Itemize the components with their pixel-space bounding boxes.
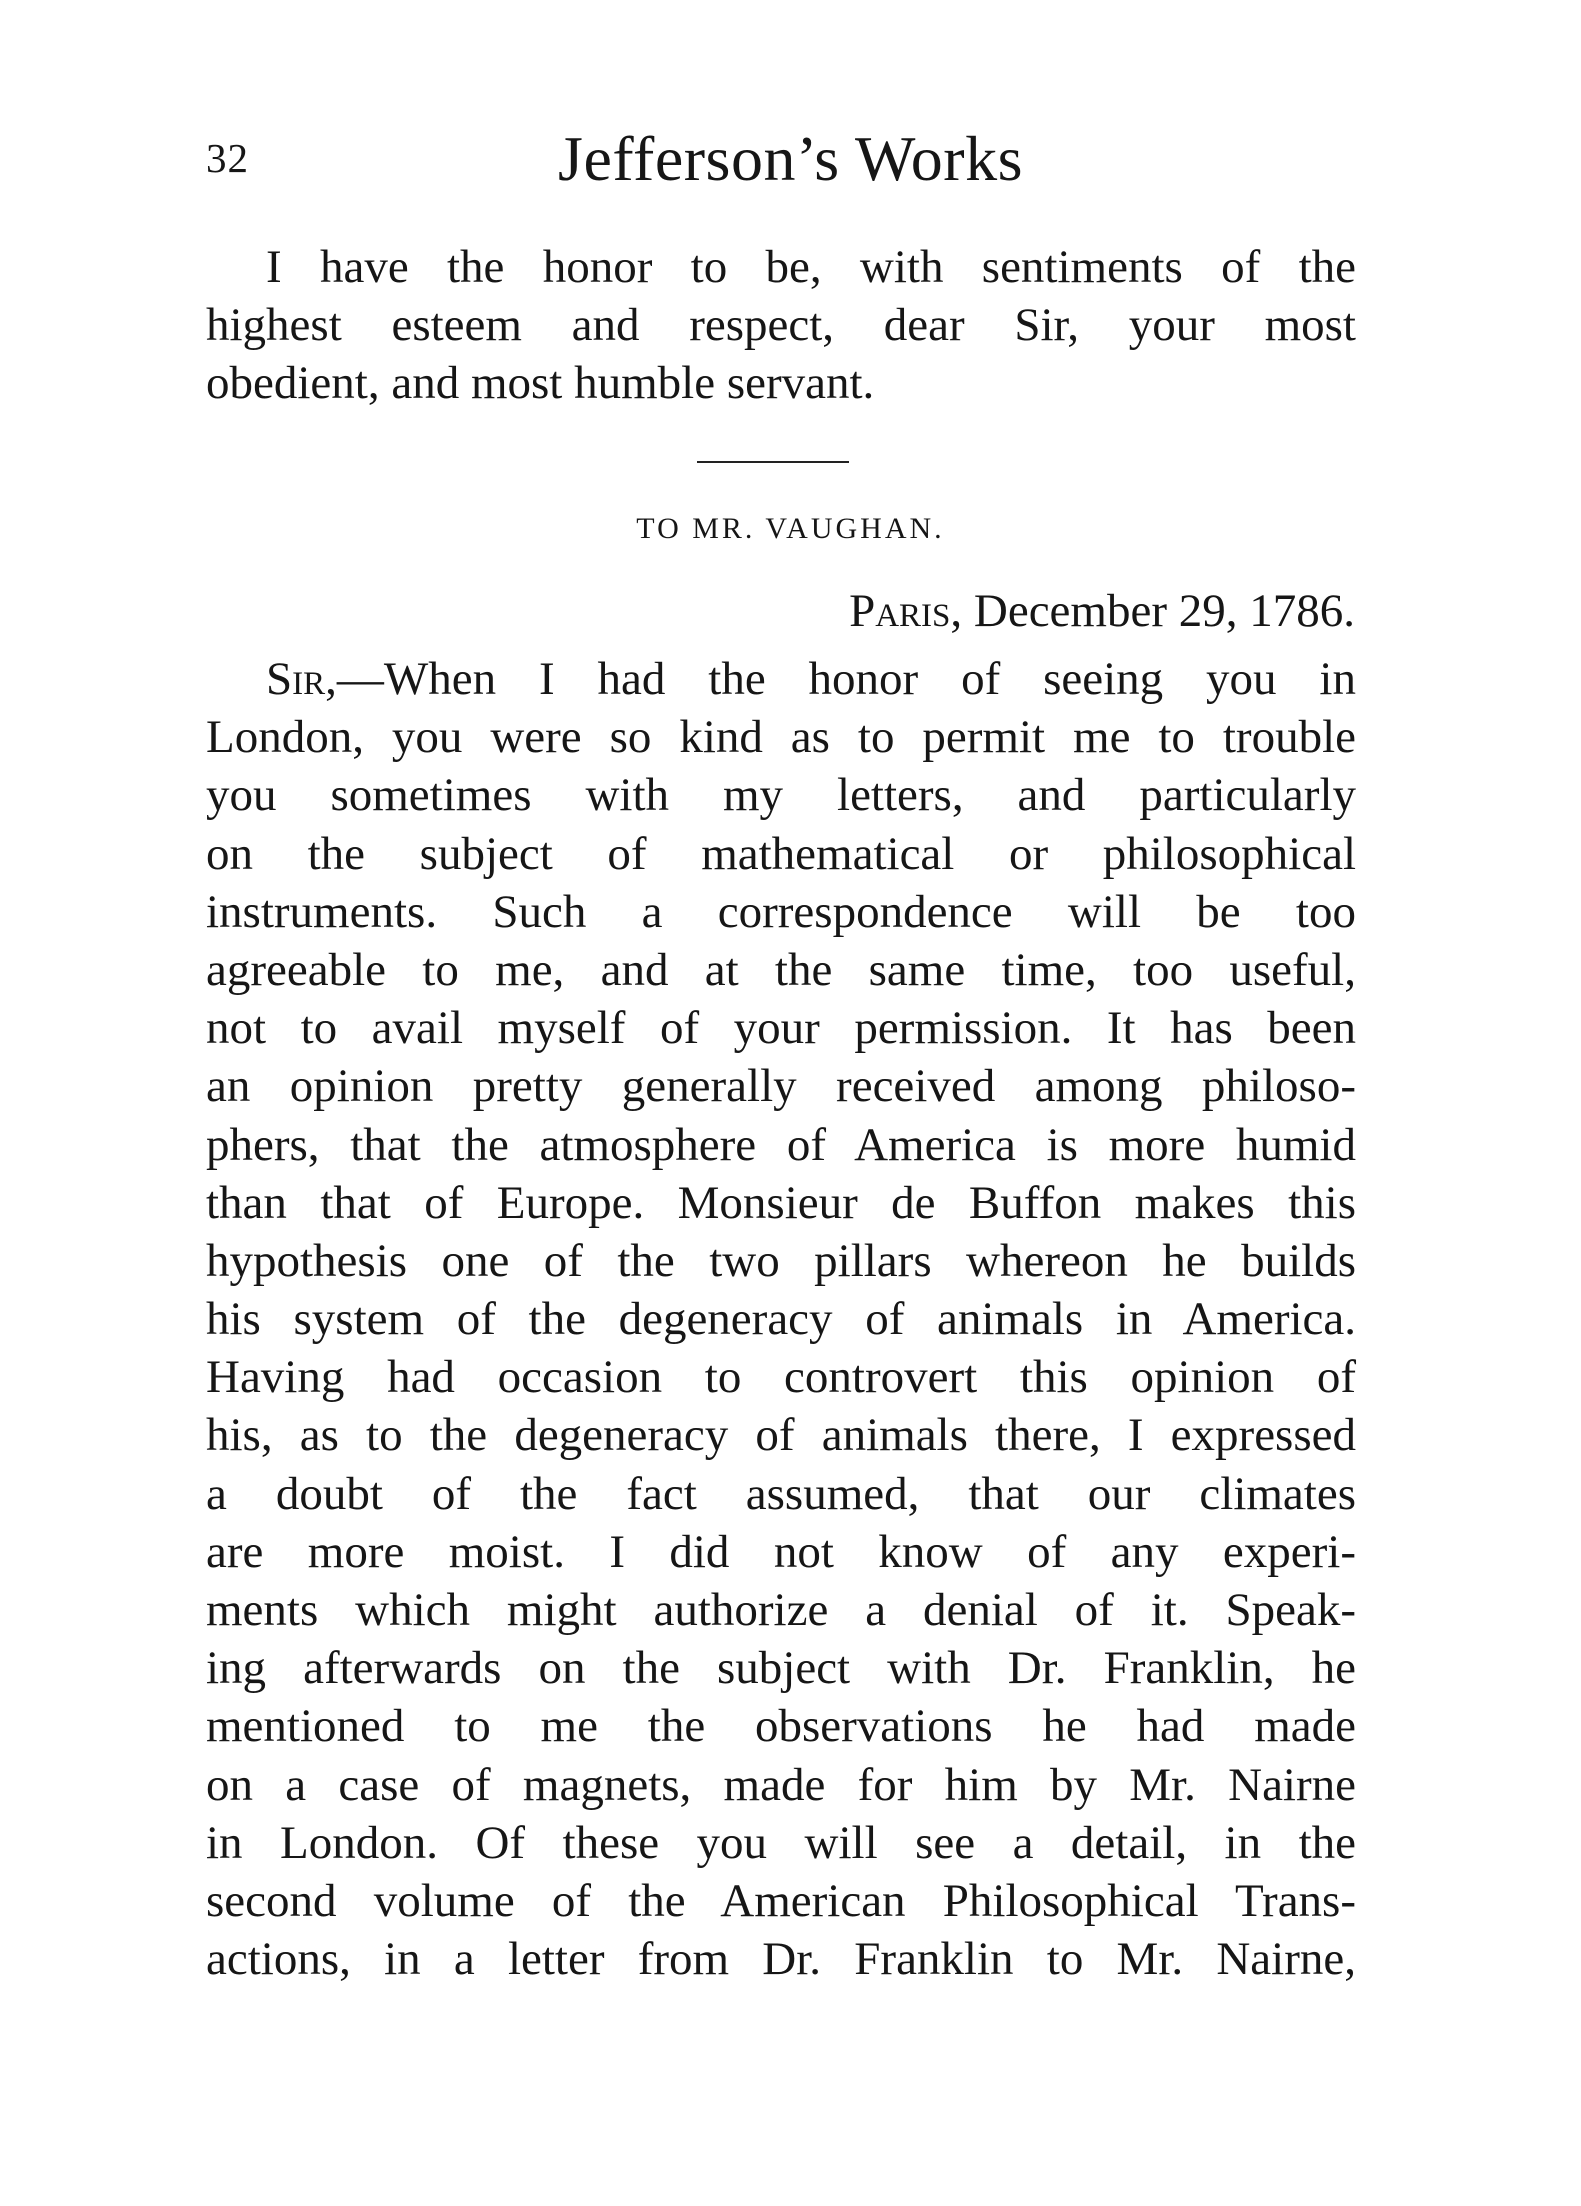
body-line: London, you were so kind as to permit me to trouble bbox=[206, 711, 1356, 764]
body-line: instruments. Such a correspondence will be too bbox=[206, 885, 1356, 938]
body-line: his system of the degeneracy of animals in America. bbox=[206, 1293, 1356, 1346]
body-line: an opinion pretty generally received among philoso- bbox=[206, 1060, 1356, 1113]
section-divider bbox=[697, 461, 849, 463]
body-line: on a case of magnets, made for him by Mr. Nairne bbox=[206, 1758, 1356, 1811]
closing-line: obedient, and most humble servant. bbox=[206, 357, 875, 410]
letter-dateline bbox=[849, 582, 1355, 640]
body-line: phers, that the atmosphere of America is more humid bbox=[206, 1118, 1356, 1171]
body-line: second volume of the American Philosophical Trans- bbox=[206, 1874, 1356, 1927]
letter-heading: TO MR. VAUGHAN. bbox=[636, 512, 945, 545]
dateline-date: December 29, 1786. bbox=[973, 585, 1355, 637]
body-line: not to avail myself of your permission. It has been bbox=[206, 1002, 1356, 1055]
closing-line: I have the honor to be, with sentiments of the bbox=[266, 241, 1356, 293]
body-line-text: —When I had the honor of seeing you in bbox=[336, 653, 1356, 705]
body-line: ments which might authorize a denial of it. Speak- bbox=[206, 1584, 1356, 1636]
body-line-first bbox=[206, 650, 1356, 708]
page-number: 32 bbox=[206, 135, 249, 181]
dateline-place: Paris, bbox=[849, 585, 963, 637]
body-line: ing afterwards on the subject with Dr. Franklin, he bbox=[206, 1642, 1356, 1695]
body-line: mentioned to me the observations he had made bbox=[206, 1700, 1356, 1753]
closing-paragraph bbox=[206, 238, 1356, 413]
letter-body bbox=[206, 650, 1356, 1988]
running-title: Jefferson’s Works bbox=[558, 123, 1023, 194]
body-line: agreeable to me, and at the same time, too useful, bbox=[206, 943, 1356, 996]
body-line: you sometimes with my letters, and particularly bbox=[206, 769, 1356, 822]
body-line: hypothesis one of the two pillars whereon he builds bbox=[206, 1234, 1356, 1287]
body-line: on the subject of mathematical or philosophical bbox=[206, 827, 1356, 880]
body-line: a doubt of the fact assumed, that our climates bbox=[206, 1467, 1356, 1520]
body-line: his, as to the degeneracy of animals there, I expressed bbox=[206, 1409, 1356, 1462]
body-line: in London. Of these you will see a detail, in the bbox=[206, 1816, 1356, 1869]
closing-line: highest esteem and respect, dear Sir, your most bbox=[206, 299, 1356, 352]
body-line: than that of Europe. Monsieur de Buffon makes this bbox=[206, 1176, 1356, 1229]
body-line: Having had occasion to controvert this opinion of bbox=[206, 1351, 1356, 1404]
body-line: are more moist. I did not know of any experi- bbox=[206, 1525, 1356, 1578]
body-line: actions, in a letter from Dr. Franklin to Mr. Nairne, bbox=[206, 1933, 1356, 1986]
salutation: Sir, bbox=[266, 653, 337, 705]
